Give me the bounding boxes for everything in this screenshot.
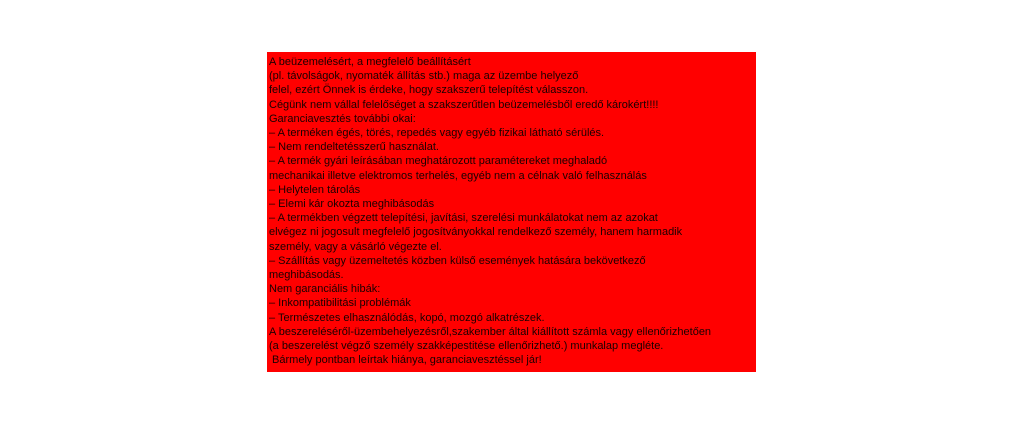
notice-line: – A terméken égés, törés, repedés vagy egyéb fizikai látható sérülés. xyxy=(269,127,605,140)
notice-line: elvégez ni jogosult megfelelő jogosítványokkal rendelkező személy, hanem harmadik xyxy=(269,226,683,239)
notice-line: Nem garanciális hibák: xyxy=(269,283,381,296)
notice-line: – Nem rendeltetésszerű használat. xyxy=(269,141,439,154)
notice-line: – A termékben végzett telepítési, javítási, szerelési munkálatokat nem az azokat xyxy=(269,212,658,225)
notice-line: meghibásodás. xyxy=(269,269,344,282)
notice-line: (pl. távolságok, nyomaték állítás stb.) maga az üzembe helyező xyxy=(269,70,579,83)
notice-line: A beszereléséről-üzembehelyezésről,szakember által kiállított számla vagy ellenőrizhetően xyxy=(269,325,712,338)
notice-line: – Természetes elhasználódás, kopó, mozgó alkatrészek. xyxy=(269,311,545,324)
notice-line: – A termék gyári leírásában meghatározott paramétereket meghaladó xyxy=(269,155,608,168)
notice-line: Cégünk nem vállal felelőséget a szakszerűtlen beüzemelésből eredő károkért!!!! xyxy=(269,98,659,111)
notice-line: Garanciavesztés további okai: xyxy=(269,112,416,125)
warranty-notice-box xyxy=(267,52,756,372)
notice-line: felel, ezért Önnek is érdeke, hogy szakszerű telepítést válasszon. xyxy=(269,84,589,97)
notice-line: – Helytelen tárolás xyxy=(269,183,361,196)
notice-line: mechanikai illetve elektromos terhelés, egyéb nem a célnak való felhasználás xyxy=(269,169,647,182)
notice-line: – Elemi kár okozta meghibásodás xyxy=(269,198,435,211)
notice-line: – Inkompatibilitási problémák xyxy=(269,297,411,310)
notice-line: személy, vagy a vásárló végezte el. xyxy=(269,240,442,253)
notice-line: A beüzemelésért, a megfelelő beállításért xyxy=(269,56,471,68)
notice-line: – Szállítás vagy üzemeltetés közben külső események hatására bekövetkező xyxy=(269,254,646,267)
notice-line: (a beszerelést végző személy szakképestitése ellenőrizhető.) munkalap megléte. xyxy=(269,340,664,353)
notice-line: Bármely pontban leírtak hiánya, garanciavesztéssel jár! xyxy=(269,354,542,367)
